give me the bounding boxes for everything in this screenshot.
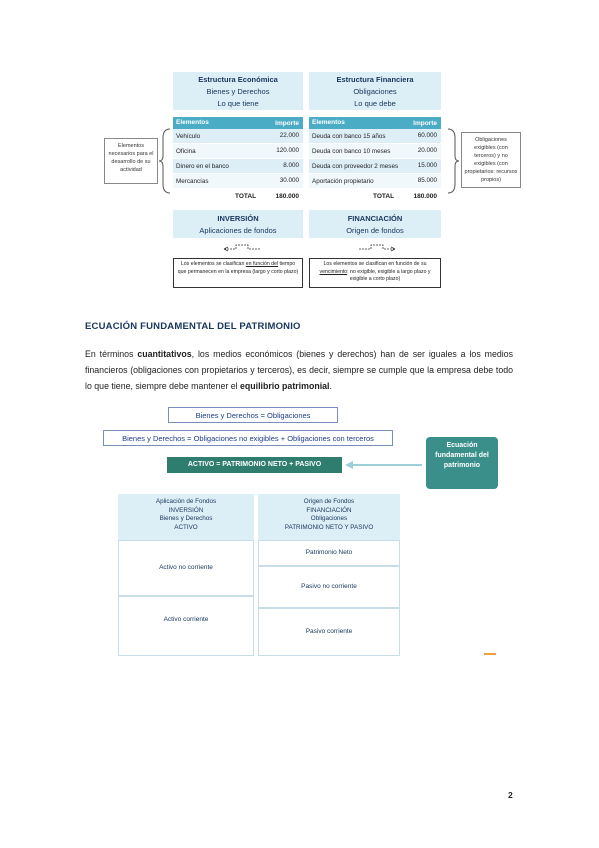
economic-sub2: Lo que tiene — [217, 99, 259, 108]
table-row: Deuda con banco 15 años 60.000 — [309, 129, 441, 144]
connector-right-icon — [357, 242, 397, 254]
financial-title: Estructura Financiera — [336, 75, 414, 84]
financial-bottom — [309, 210, 441, 238]
economic-total-row: TOTAL 180.000 — [235, 193, 299, 200]
economic-bottom — [173, 210, 303, 238]
body-paragraph: En términos cuantitativos, los medios económicos (bienes y derechos) han de ser iguales a los medios financieros (obligaciones con propietarios y terceros), es decir, siempre se cumple que la empresa debe todo lo que tiene, siempre debe mantener el equilibrio patrimonial. — [85, 349, 513, 391]
equation-1: Bienes y Derechos = Obligaciones — [168, 407, 338, 423]
financial-table — [309, 117, 441, 203]
page-number: 2 — [508, 790, 513, 800]
side-note-right: Obligaciones exigibles (con terceros) y no exigibles (con propietarios: recursos propios) — [461, 132, 521, 188]
balance-left-header: Aplicación de Fondos INVERSIÓN Bienes y Derechos ACTIVO — [118, 494, 254, 540]
financial-header — [309, 72, 441, 110]
table-row: Aportación propietario 85.000 — [309, 174, 441, 189]
financiacion-sub: Origen de fondos — [346, 226, 404, 235]
table-row: Deuda con proveedor 2 meses 15.000 — [309, 159, 441, 174]
financial-sub2: Lo que debe — [354, 99, 396, 108]
arrow-left-icon — [344, 459, 424, 471]
note-right: Los elementos se clasifican en función de su vencimiento: no exigible, exigible a largo plazo y exigible a corto plazo) — [309, 258, 441, 288]
economic-sub1: Bienes y Derechos — [206, 87, 270, 96]
economic-table — [173, 117, 303, 203]
right-brace-icon — [446, 128, 460, 194]
economic-table-header: Elementos Importe — [173, 117, 303, 129]
section-title: ECUACIÓN FUNDAMENTAL DEL PATRIMONIO — [85, 321, 301, 332]
callout-equation: Ecuación fundamental del patrimonio — [426, 437, 498, 489]
side-note-left: Elementos necesarios para el desarrollo de su actividad — [104, 138, 158, 184]
table-row: Mercancías 30.000 — [173, 174, 303, 189]
activo-no-corriente-cell: Activo no corriente — [118, 540, 254, 596]
financial-sub1: Obligaciones — [353, 87, 397, 96]
inversion-sub: Aplicaciones de fondos — [199, 226, 277, 235]
table-row: Deuda con banco 10 meses 20.000 — [309, 144, 441, 159]
financiacion-title: FINANCIACIÓN — [347, 214, 403, 223]
connector-left-icon — [222, 242, 262, 254]
balance-right-header: Origen de Fondos FINANCIACIÓN Obligaciones PATRIMONIO NETO Y PASIVO — [258, 494, 400, 540]
financial-table-header: Elementos Importe — [309, 117, 441, 129]
inversion-title: INVERSIÓN — [217, 214, 259, 223]
activo-corriente-cell: Activo corriente — [118, 596, 254, 656]
patrimonio-neto-cell: Patrimonio Neto — [258, 540, 400, 566]
equation-2: Bienes y Derechos = Obligaciones no exigibles + Obligaciones con terceros — [103, 430, 393, 446]
pasivo-corriente-cell: Pasivo corriente — [258, 608, 400, 656]
economic-header — [173, 72, 303, 110]
equation-3: ACTIVO = PATRIMONIO NETO + PASIVO — [167, 457, 342, 473]
left-brace-icon — [158, 128, 172, 194]
financial-total-row: TOTAL 180.000 — [373, 193, 437, 200]
note-left: Los elementos se clasifican en función del tiempo que permanecen en la empresa (largo y corto plazo) — [173, 258, 303, 288]
pasivo-no-corriente-cell: Pasivo no corriente — [258, 566, 400, 608]
decorative-mark — [484, 653, 496, 655]
table-row: Vehículo 22.000 — [173, 129, 303, 144]
table-row: Dinero en el banco 8.000 — [173, 159, 303, 174]
economic-title: Estructura Económica — [198, 75, 278, 84]
table-row: Oficina 120.000 — [173, 144, 303, 159]
